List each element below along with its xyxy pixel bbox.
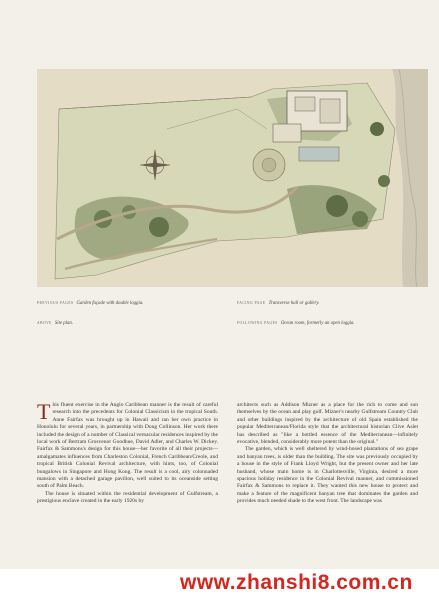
drop-cap: T [37,399,51,424]
body-column-right [237,402,418,506]
caption-label: FOLLOWING PAGES [237,321,278,325]
caption-label: PREVIOUS PAGES [37,301,74,305]
paragraph-text: his fluent exercise in the Anglo Caribbean manner is the result of careful research into the precedents for Colonial Classicism in the tropical South. Anne Fairfax was brought up in Hawaii and ran her own practice in Honolulu for several years, in partnership with Doug Collinson. Her work there included the design of a number of Classical vernacular residences inspired by the local work of Bertram Grosvenor Goodhue, David Adler, and Charles W. Dickey. Fairfax & Sammons's design for this house—her favorite of all their projects—amalgamates influences from Charleston Colonial, French Caribbean/Creole, and tropical British Colonial Revival architecture, with hints, too, of Colonial bungalows in Singapore and Hong Kong. The result is a cool, airy colonnaded mansion with a detached garage pavilion, well suited to its oceanside setting south of Palm Beach. [37,402,218,490]
caption-label: ABOVE [37,321,52,325]
caption-following [237,320,355,327]
caption-text: Ocean room, formerly an open loggia. [280,321,355,326]
caption-previous [37,300,143,307]
caption-text: Garden façade with double loggia. [76,301,144,306]
caption-text: Transverse hall or gallery. [268,301,320,306]
body-paragraph [37,399,218,491]
caption-facing [237,300,319,307]
watermark-text: www.zhanshi8.com.cn [180,571,413,594]
body-paragraph: The house is situated within the residential development of Gulfstream, a prestigious enclave created in the early 1920s by [37,490,218,505]
body-column-left [37,399,218,506]
caption-text: Site plan. [54,321,74,326]
site-plan-illustration [37,69,428,287]
body-paragraph: architects such as Addison Mizner as a place for the rich to come and sun themselves by the ocean and play golf. Mizner's nearby Gulfstream Country Club and other buildings inspired by the architecture of old Spain established the popular Mediterranean/Florida style that the architectural historian Clive Aslet has described as "like a bottled essence of the Mediterranean—infinitely evocative, blended, considerably more potent than the original." [237,402,418,446]
caption-above [37,320,73,327]
figure-captions [37,300,428,330]
caption-label: FACING PAGE [237,301,266,305]
body-paragraph: The garden, which is well sheltered by wind-hosed plantations of sea grape and banyan trees, is older than the building. The site was previously occupied by a house in the style of Frank Lloyd Wright, but the present owner and her late husband, whose main home is in Charlottesville, Virginia, desired a more spacious holiday residence in the Colonial Revival manner, and commissioned Fairfax & Sammons to replace it. They wanted this new house to protect and make a feature of the magnificent banyan tree that dominates the garden and provides much needed shade to the west front. The landscape was [237,446,418,505]
